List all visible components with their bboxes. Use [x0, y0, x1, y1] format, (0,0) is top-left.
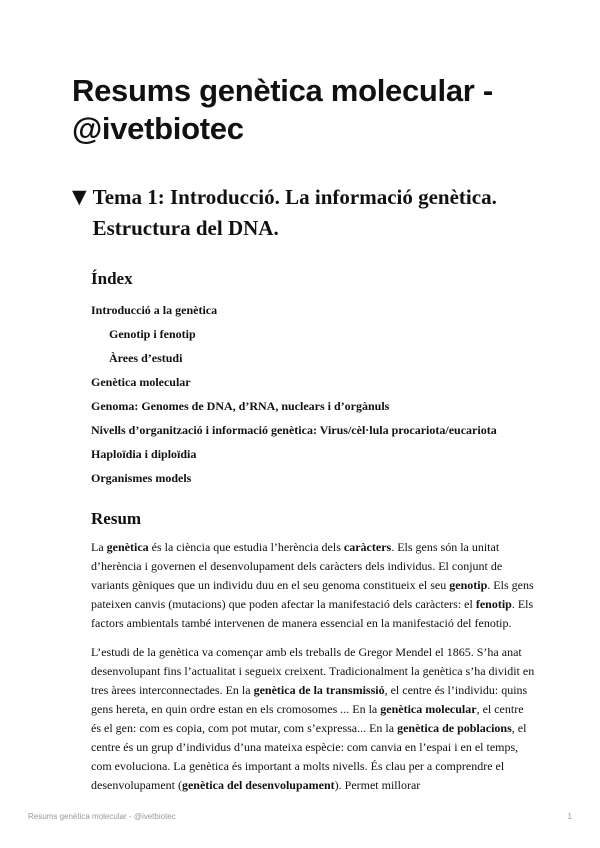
resum-paragraph-1 [91, 538, 536, 633]
toggle-content [91, 268, 536, 795]
bold-term: caràcters [343, 540, 392, 554]
bold-term: genètica del desenvolupament [181, 778, 335, 792]
text-run: . Els gens pateixen canvis (mutacions) que poden afectar la manifestació dels caràcters: el [91, 578, 534, 611]
page-number: 1 [567, 812, 572, 821]
bold-term: fenotip [475, 597, 512, 611]
bold-term: genotip [449, 578, 488, 592]
bold-term: genètica [106, 540, 149, 554]
table-of-contents [91, 298, 536, 490]
index-heading: Índex [91, 269, 133, 288]
text-run: La [91, 540, 107, 554]
text-run: . Els factors ambientals també intervenen de manera essencial en la manifestació del fenotip. [91, 597, 534, 630]
text-run: , el centre és el gen: com es copia, com pot mutar, com s’expressa... En la [91, 702, 524, 735]
toggle-heading-text: Tema 1: Introducció. La informació genètica. Estructura del DNA. [92, 185, 497, 240]
toggle-heading[interactable] [72, 182, 536, 244]
text-run: , el centre és un grup d’individus d’una mateixa espècie: com canvia en l’espai i en el temps, com evoluciona. La genètica és important a molts nivells. És clau per a comprendre el desenvolupament ( [91, 721, 527, 792]
footer-title: Resums genètica molecular - @ivetbiotec [28, 812, 176, 821]
toc-item[interactable]: Introducció a la genètica [91, 303, 218, 317]
toc-item[interactable]: Àrees d’estudi [109, 351, 183, 365]
text-run: . Els gens són la unitat d’herència i governen el desenvolupament dels caràcters dels individus. El conjunt de variants gèniques que un individu duu en el seu genoma constitueix el seu [91, 540, 503, 592]
triangle-down-icon[interactable]: ▼ [72, 186, 87, 208]
page-footer [28, 812, 572, 821]
text-run: ). Permet millorar [334, 778, 421, 792]
text-run: , el centre és l’individu: quins gens hereta, en quin ordre estan en els cromosomes ... En la [91, 683, 528, 716]
toc-item[interactable]: Genotip i fenotip [109, 327, 196, 341]
toc-item[interactable]: Nivells d’organització i informació genètica: Virus/cèl·lula procariota/eucariota [91, 423, 497, 437]
bold-term: genètica de la transmissió [253, 683, 385, 697]
bold-term: genètica molecular [380, 702, 477, 716]
resum-paragraph-2 [91, 643, 536, 795]
toc-item[interactable]: Haploïdia i diploïdia [91, 447, 197, 461]
text-run: L’estudi de la genètica va començar amb els treballs de Gregor Mendel el 1865. S’ha anat desenvolupant fins l’actualitat i segueix creixent. Tradicionalment la genètica s’ha dividit en tres àrees interconnectades. En la [91, 645, 535, 697]
document-page [72, 72, 536, 795]
text-run: és la ciència que estudia l’herència dels [148, 540, 344, 554]
resum-heading: Resum [91, 509, 142, 528]
toc-item[interactable]: Genètica molecular [91, 375, 191, 389]
page-title: Resums genètica molecular - @ivetbiotec [72, 73, 493, 146]
toc-item[interactable]: Genoma: Genomes de DNA, d’RNA, nuclears i d’orgànuls [91, 399, 390, 413]
bold-term: genètica de poblacions [397, 721, 512, 735]
toc-item[interactable]: Organismes models [91, 471, 192, 485]
